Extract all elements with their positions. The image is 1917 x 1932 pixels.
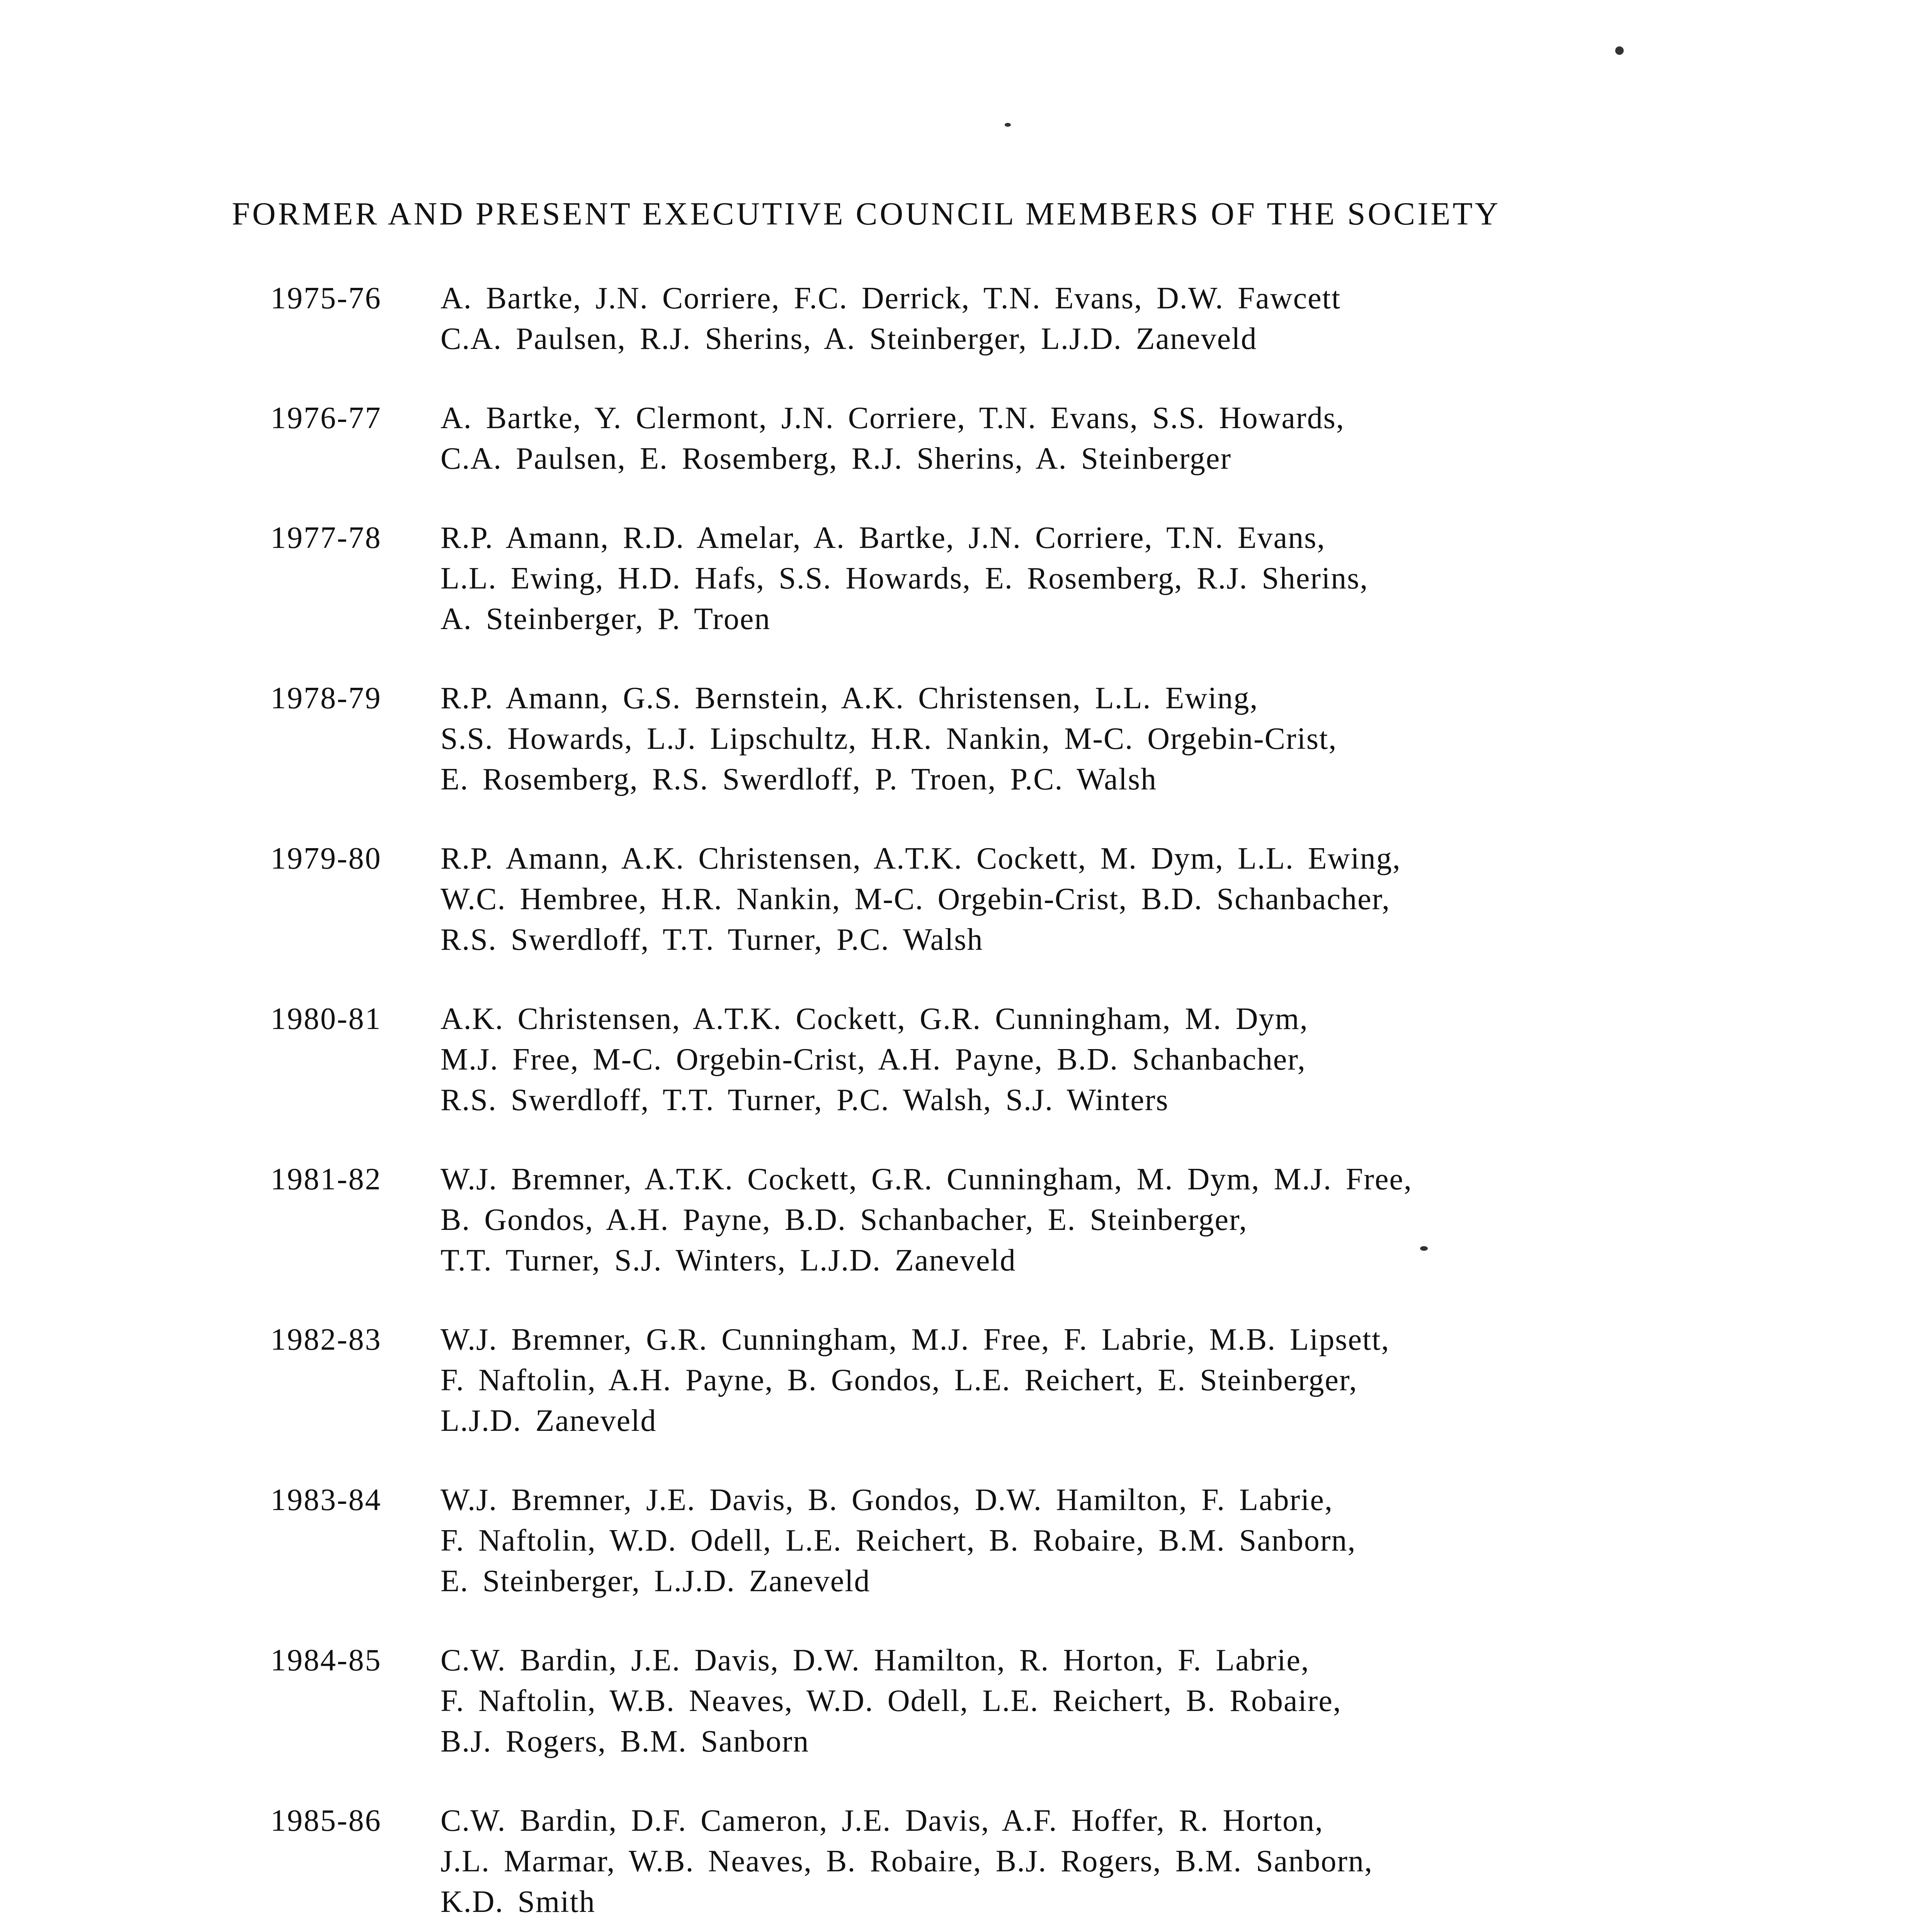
term-year: 1981-82 — [270, 1162, 382, 1196]
member-names-line: M.J. Free, M-C. Orgebin-Crist, A.H. Payne, B.D. Schanbacher, — [441, 1043, 1306, 1077]
member-names-line: C.W. Bardin, J.E. Davis, D.W. Hamilton, R. Horton, F. Labrie, — [441, 1643, 1310, 1677]
council-term-entry — [270, 838, 1700, 960]
term-year: 1977-78 — [270, 521, 382, 555]
term-year: 1978-79 — [270, 681, 382, 715]
scan-speck — [1005, 123, 1011, 127]
member-names-line: W.J. Bremner, A.T.K. Cockett, G.R. Cunningham, M. Dym, M.J. Free, — [441, 1162, 1412, 1196]
member-names-line: A. Steinberger, P. Troen — [441, 602, 771, 636]
member-names-line: A. Bartke, J.N. Corriere, F.C. Derrick, T.N. Evans, D.W. Fawcett — [441, 281, 1341, 315]
scan-speck — [1420, 1246, 1428, 1251]
council-term-entry — [270, 1480, 1700, 1602]
member-names-line: C.A. Paulsen, E. Rosemberg, R.J. Sherins, A. Steinberger — [441, 442, 1232, 476]
member-names-line: W.J. Bremner, J.E. Davis, B. Gondos, D.W. Hamilton, F. Labrie, — [441, 1483, 1333, 1517]
member-names-line: K.D. Smith — [441, 1885, 595, 1919]
term-year: 1983-84 — [270, 1483, 382, 1517]
member-names — [441, 999, 1700, 1121]
member-names-line: A.K. Christensen, A.T.K. Cockett, G.R. Cunningham, M. Dym, — [441, 1002, 1308, 1036]
page-title: FORMER AND PRESENT EXECUTIVE COUNCIL MEMBERS OF THE SOCIETY — [232, 196, 1501, 232]
term-year: 1979-80 — [270, 842, 382, 876]
council-term-entry — [270, 1801, 1700, 1922]
member-names-line: E. Rosemberg, R.S. Swerdloff, P. Troen, P.C. Walsh — [441, 762, 1157, 796]
term-year: 1982-83 — [270, 1323, 382, 1357]
council-term-entry — [270, 398, 1700, 479]
member-names — [441, 518, 1700, 639]
member-names-line: R.S. Swerdloff, T.T. Turner, P.C. Walsh, S.J. Winters — [441, 1083, 1169, 1117]
member-names-line: C.W. Bardin, D.F. Cameron, J.E. Davis, A.F. Hoffer, R. Horton, — [441, 1804, 1323, 1838]
member-names-line: R.P. Amann, G.S. Bernstein, A.K. Christensen, L.L. Ewing, — [441, 681, 1259, 715]
member-names-line: E. Steinberger, L.J.D. Zaneveld — [441, 1564, 871, 1598]
term-year: 1980-81 — [270, 1002, 382, 1036]
member-names-line: J.L. Marmar, W.B. Neaves, B. Robaire, B.J. Rogers, B.M. Sanborn, — [441, 1844, 1373, 1878]
council-term-entry — [270, 518, 1700, 639]
member-names-line: C.A. Paulsen, R.J. Sherins, A. Steinberger, L.J.D. Zaneveld — [441, 322, 1257, 356]
member-names-line: F. Naftolin, W.B. Neaves, W.D. Odell, L.E. Reichert, B. Robaire, — [441, 1684, 1342, 1718]
council-term-entry — [270, 1640, 1700, 1762]
council-term-entry — [270, 278, 1700, 359]
member-names-line: L.L. Ewing, H.D. Hafs, S.S. Howards, E. Rosemberg, R.J. Sherins, — [441, 561, 1369, 595]
council-term-entry — [270, 1159, 1700, 1281]
member-names-line: B. Gondos, A.H. Payne, B.D. Schanbacher, E. Steinberger, — [441, 1203, 1248, 1237]
member-names-line: W.C. Hembree, H.R. Nankin, M-C. Orgebin-Crist, B.D. Schanbacher, — [441, 882, 1390, 916]
term-year: 1985-86 — [270, 1804, 382, 1838]
member-names — [441, 1801, 1700, 1922]
council-term-entry — [270, 678, 1700, 800]
member-names — [441, 678, 1700, 800]
member-names-line: F. Naftolin, W.D. Odell, L.E. Reichert, B. Robaire, B.M. Sanborn, — [441, 1524, 1356, 1558]
member-names — [441, 398, 1700, 479]
member-names — [441, 278, 1700, 359]
member-names-line: W.J. Bremner, G.R. Cunningham, M.J. Free, F. Labrie, M.B. Lipsett, — [441, 1323, 1390, 1357]
member-names-line: T.T. Turner, S.J. Winters, L.J.D. Zaneveld — [441, 1243, 1016, 1277]
member-names — [441, 1480, 1700, 1602]
scan-speck — [1615, 46, 1624, 55]
member-names — [441, 1159, 1700, 1281]
term-year: 1976-77 — [270, 401, 382, 435]
member-names-line: A. Bartke, Y. Clermont, J.N. Corriere, T.N. Evans, S.S. Howards, — [441, 401, 1345, 435]
council-term-entry — [270, 999, 1700, 1121]
term-year: 1975-76 — [270, 281, 382, 315]
member-names-line: B.J. Rogers, B.M. Sanborn — [441, 1725, 810, 1759]
council-member-list — [270, 278, 1700, 1932]
council-term-entry — [270, 1320, 1700, 1441]
member-names-line: R.P. Amann, R.D. Amelar, A. Bartke, J.N. Corriere, T.N. Evans, — [441, 521, 1326, 555]
member-names-line: R.P. Amann, A.K. Christensen, A.T.K. Cockett, M. Dym, L.L. Ewing, — [441, 842, 1401, 876]
member-names-line: R.S. Swerdloff, T.T. Turner, P.C. Walsh — [441, 923, 983, 957]
member-names-line: S.S. Howards, L.J. Lipschultz, H.R. Nankin, M-C. Orgebin-Crist, — [441, 722, 1337, 756]
member-names — [441, 1320, 1700, 1441]
member-names — [441, 1640, 1700, 1762]
term-year: 1984-85 — [270, 1643, 382, 1677]
member-names-line: L.J.D. Zaneveld — [441, 1404, 657, 1438]
member-names-line: F. Naftolin, A.H. Payne, B. Gondos, L.E. Reichert, E. Steinberger, — [441, 1363, 1358, 1397]
member-names — [441, 838, 1700, 960]
